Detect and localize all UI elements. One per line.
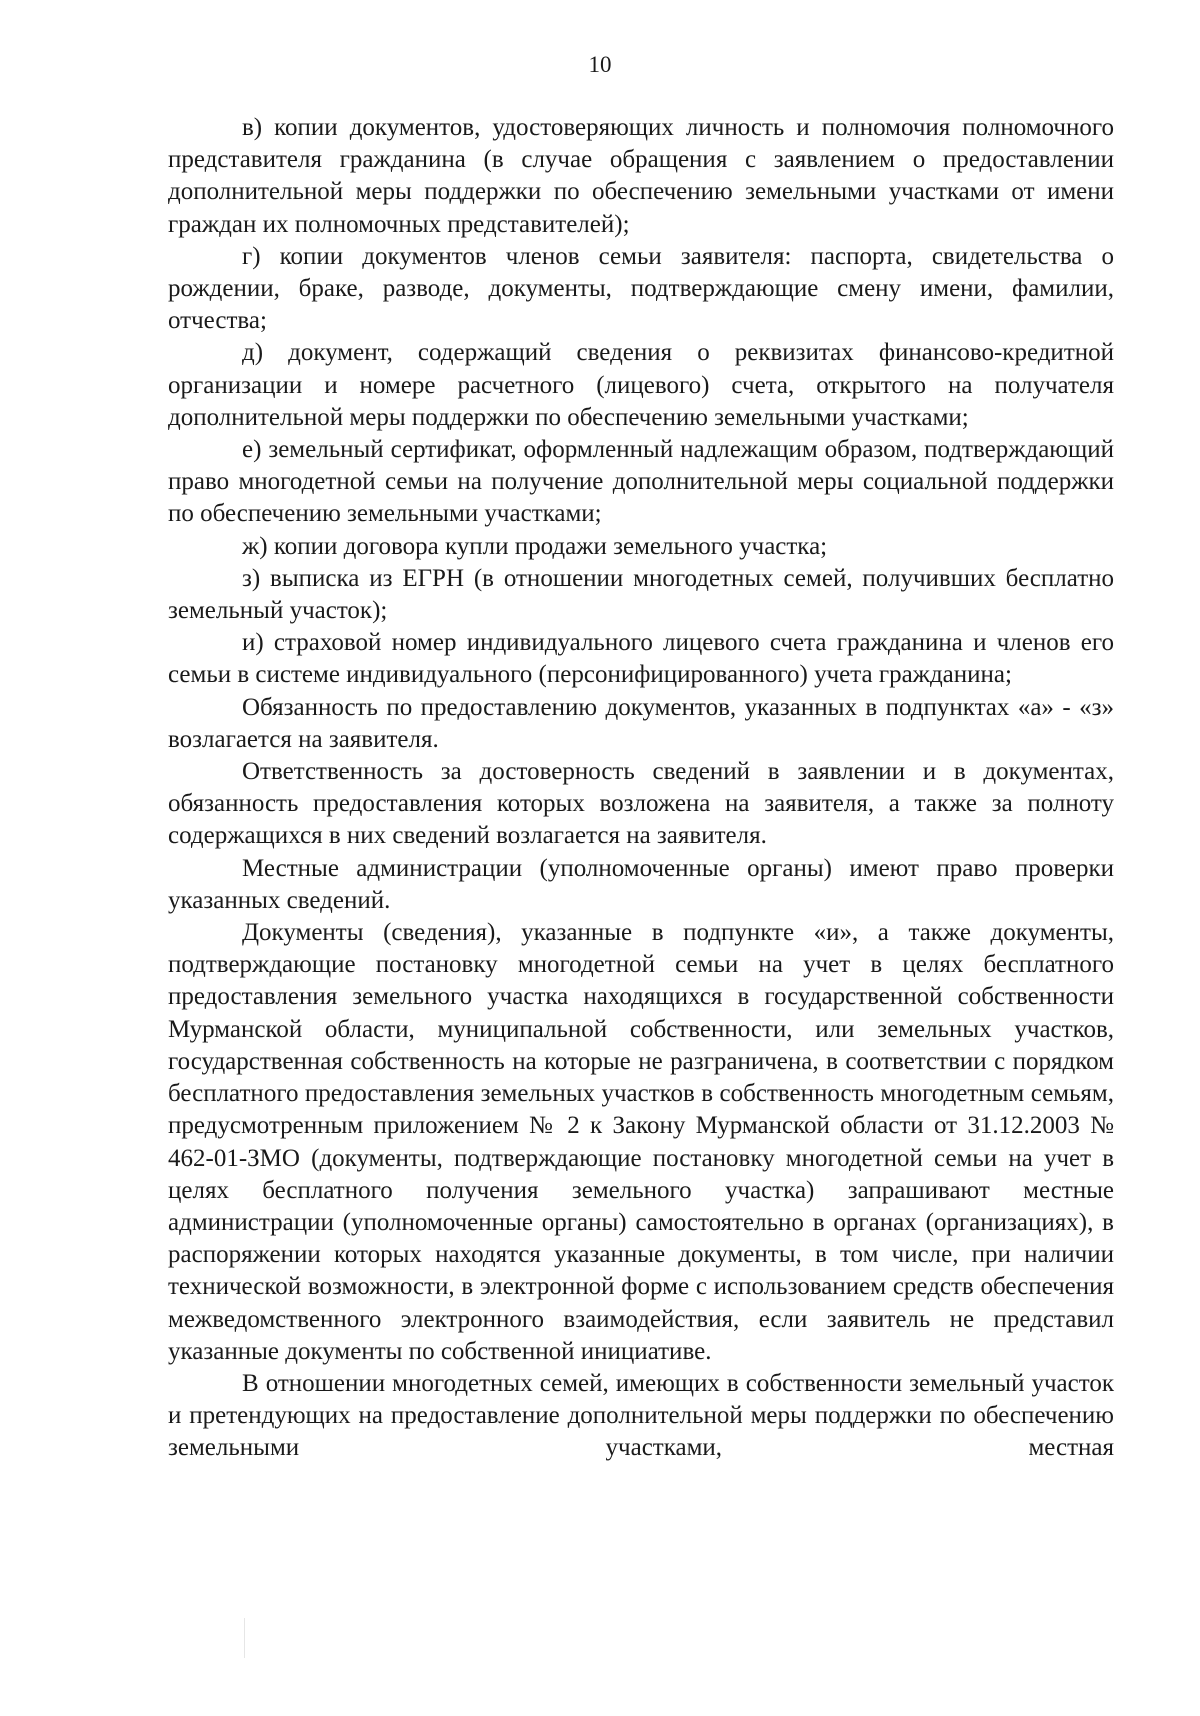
paragraph-item-z: з) выписка из ЕГРН (в отношении многодетных семей, получивших бесплатно земельный участок); <box>168 564 1114 625</box>
paragraph-item-v: в) копии документов, удостоверяющих личность и полномочия полномочного представителя гражданина (в случае обращения с заявлением о предоставлении дополнительной меры поддержки по обеспечению земельными участками от имени граждан их полномочных представителей); <box>168 114 1114 238</box>
paragraph-obligation: Обязанность по предоставлению документов, указанных в подпунктах «а» - «з» возлагается на заявителя. <box>168 693 1114 753</box>
scan-margin-mark <box>244 1618 245 1658</box>
document-body <box>168 112 1114 1465</box>
paragraph-item-zh: ж) копии договора купли продажи земельного участка; <box>242 532 828 560</box>
page-number: 10 <box>588 52 612 77</box>
paragraph-verification-right: Местные администрации (уполномоченные органы) имеют право проверки указанных сведений. <box>168 854 1114 914</box>
paragraph-documents-request: Документы (сведения), указанные в подпункте «и», а также документы, подтверждающие постановку многодетной семьи на учет в целях бесплатного предоставления земельного участка находящихся в государственной собственности Мурманской области, муниципальной собственности, или земельных участков, государственная собственность на которые не разграничена, в соответствии с порядком бесплатного предоставления земельных участков в собственность многодетным семьям, предусмотренным приложением № 2 к Закону Мурманской области от 31.12.2003 № 462-01-ЗМО (документы, подтверждающие постановку многодетной семьи на учет в целях бесплатного получения земельного участка) запрашивают местные администрации (уполномоченные органы) самостоятельно в органах (организациях), в распоряжении которых находятся указанные документы, в том числе, при наличии технической возможности, в электронной форме с использованием средств обеспечения межведомственного электронного взаимодействия, если заявитель не представил указанные документы по собственной инициативе. <box>168 919 1114 1365</box>
paragraph-item-e: е) земельный сертификат, оформленный надлежащим образом, подтверждающий право многодетной семьи на получение дополнительной меры социальной поддержки по обеспечению земельными участками; <box>168 436 1114 528</box>
paragraph-responsibility: Ответственность за достоверность сведений в заявлении и в документах, обязанность предоставления которых возложена на заявителя, а также за полноту содержащихся в них сведений возлагается на заявителя. <box>168 758 1114 850</box>
paragraph-item-i: и) страховой номер индивидуального лицевого счета гражданина и членов его семьи в системе индивидуального (персонифицированного) учета гражданина; <box>168 629 1114 689</box>
paragraph-item-d: д) документ, содержащий сведения о реквизитах финансово-кредитной организации и номере расчетного (лицевого) счета, открытого на получателя дополнительной меры поддержки по обеспечению земельными участками; <box>168 339 1114 431</box>
paragraph-item-g: г) копии документов членов семьи заявителя: паспорта, свидетельства о рождении, браке, разводе, документы, подтверждающие смену имени, фамилии, отчества; <box>168 242 1114 335</box>
paragraph-land-owners: В отношении многодетных семей, имеющих в собственности земельный участок и претендующих на предоставление дополнительной меры поддержки по обеспечению земельными участками, местная <box>168 1369 1114 1462</box>
